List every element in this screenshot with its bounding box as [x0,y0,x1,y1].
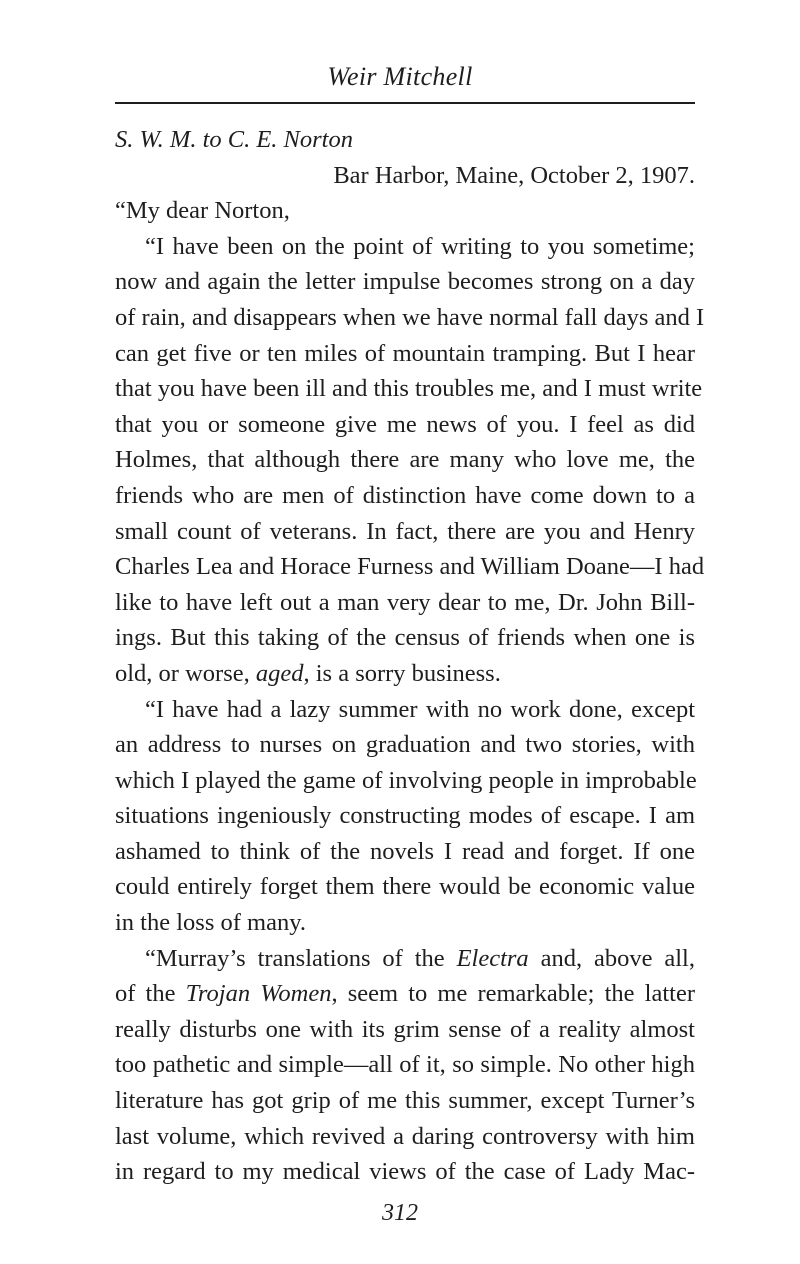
text-line [115,976,695,1012]
text-segment: and, above all, [528,944,695,972]
text-segment: of the [115,980,186,1008]
text-line [115,656,695,692]
page-number: 312 [382,1200,418,1226]
text-line: in the loss of many. [115,909,306,937]
letter-dateline: Bar Harbor, Maine, October 2, 1907. [333,161,695,189]
text-line: last volume, which revived a daring controversy with him [115,1122,695,1150]
text-line: can get five or ten miles of mountain tramping. But I hear [115,339,695,367]
text-segment: “Murray’s translations of the [145,944,457,972]
text-line: situations ingeniously constructing modes of escape. I am [115,802,695,830]
text-segment: , seem to me remarkable; the latter [331,980,695,1008]
text-line: Holmes, that although there are many who love me, the [115,446,695,474]
text-line [115,941,695,977]
text-line: small count of veterans. In fact, there are you and Henry [115,517,695,545]
text-line: ings. But this taking of the census of friends when one is [115,624,695,652]
text-line: friends who are men of distinction have come down to a [115,481,695,509]
letter-body [115,122,705,1190]
text-line: like to have left out a man very dear to me, Dr. John Bill- [115,588,695,616]
text-segment: , is a sorry business. [303,659,501,687]
text-line: could entirely forget them there would be economic value [115,873,695,901]
text-segment: old, or worse, [115,659,256,687]
text-line: of rain, and disappears when we have normal fall days and I [115,303,705,331]
text-line: really disturbs one with its grim sense of a reality almost [115,1015,695,1043]
text-line: that you have been ill and this troubles me, and I must write [115,375,703,403]
text-line: now and again the letter impulse becomes strong on a day [115,268,695,296]
text-line: Charles Lea and Horace Furness and William Doane—I had [115,553,705,581]
text-line: “I have had a lazy summer with no work done, except [145,695,695,723]
text-line: ashamed to think of the novels I read and forget. If one [115,837,695,865]
text-line: “I have been on the point of writing to you sometime; [145,232,695,260]
text-line: literature has got grip of me this summer, except Turner’s [115,1087,695,1115]
running-head: Weir Mitchell [327,62,473,91]
text-line: that you or someone give me news of you. I feel as did [115,410,695,438]
italic-word: aged [255,659,304,687]
text-line: in regard to my medical views of the case of Lady Mac- [115,1158,695,1186]
italic-title: Electra [456,944,529,972]
text-line: an address to nurses on graduation and two stories, with [115,731,695,759]
text-line: too pathetic and simple—all of it, so simple. No other high [115,1051,695,1079]
text-line: which I played the game of involving people in improbable [115,766,697,794]
header-rule [115,102,695,104]
letter-heading: S. W. M. to C. E. Norton [115,126,353,153]
italic-title: Trojan Women [185,980,332,1008]
letter-salutation: “My dear Norton, [115,197,290,225]
